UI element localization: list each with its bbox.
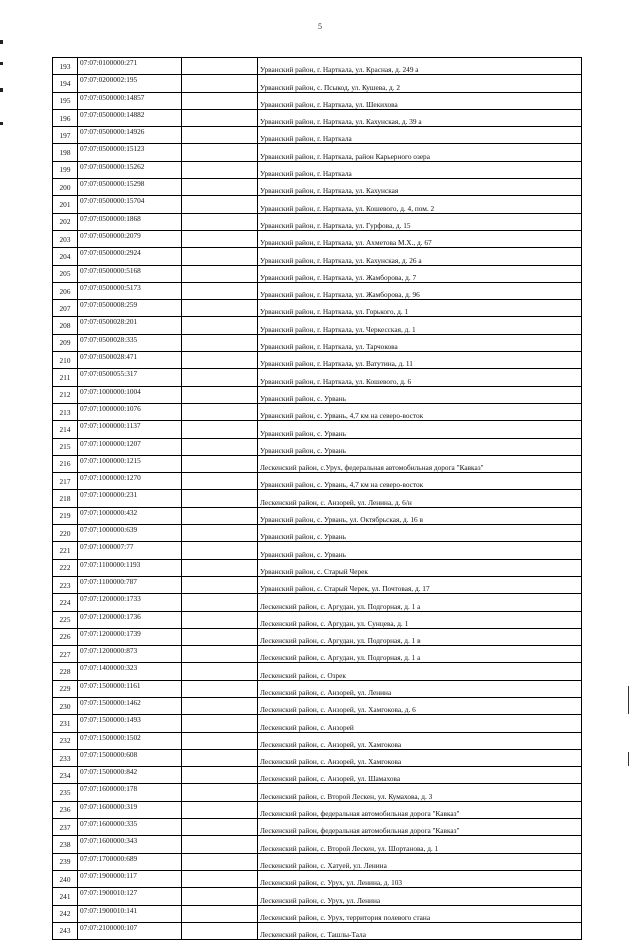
address-cell: Урванский район, с. Урвань, ул. Октябрьская, д. 16 в xyxy=(258,507,582,524)
row-number-cell: 233 xyxy=(53,749,78,766)
address-cell: Лескенский район, с. Анзорей, ул. Хамгокова, д. 6 xyxy=(258,697,582,714)
empty-cell xyxy=(182,92,258,109)
address-cell: Урванский район, с. Урвань, 4,7 км на северо-восток xyxy=(258,403,582,420)
row-number-cell: 224 xyxy=(53,594,78,611)
cadastral-number-cell: 07:07:1500000:1502 xyxy=(78,732,182,749)
address-cell: Лескенский район, с. Аргудан, ул. Подгорная, д. 1 в xyxy=(258,628,582,645)
cadastral-number-cell: 07:07:1100000:1193 xyxy=(78,559,182,576)
address-cell: Урванский район, с. Урвань xyxy=(258,542,582,559)
cadastral-number-cell: 07:07:0200002:195 xyxy=(78,75,182,92)
address-cell: Урванский район, г. Нарткала, ул. Жамборова, д. 96 xyxy=(258,282,582,299)
row-number-cell: 202 xyxy=(53,213,78,230)
row-number-cell: 226 xyxy=(53,628,78,645)
table-row xyxy=(53,836,582,853)
row-number-cell: 207 xyxy=(53,300,78,317)
row-number-cell: 234 xyxy=(53,767,78,784)
row-number-cell: 212 xyxy=(53,386,78,403)
table-row xyxy=(53,576,582,593)
empty-cell xyxy=(182,248,258,265)
row-number-cell: 240 xyxy=(53,870,78,887)
empty-cell xyxy=(182,836,258,853)
cadastral-number-cell: 07:07:0500028:335 xyxy=(78,334,182,351)
empty-cell xyxy=(182,576,258,593)
table-row xyxy=(53,352,582,369)
cadastral-number-cell: 07:07:0500028:471 xyxy=(78,352,182,369)
empty-cell xyxy=(182,611,258,628)
cadastral-number-cell: 07:07:0500000:15123 xyxy=(78,144,182,161)
address-cell: Урванский район, г. Нарткала, ул. Кахунская xyxy=(258,179,582,196)
table-row xyxy=(53,888,582,905)
table-row xyxy=(53,853,582,870)
cadastral-number-cell: 07:07:1000000:1215 xyxy=(78,455,182,472)
empty-cell xyxy=(182,663,258,680)
address-cell: Урванский район, г. Нарткала, район Карьерного озера xyxy=(258,144,582,161)
table-row xyxy=(53,161,582,178)
table-row xyxy=(53,680,582,697)
row-number-cell: 194 xyxy=(53,75,78,92)
row-number-cell: 219 xyxy=(53,507,78,524)
cadastral-number-cell: 07:07:1600000:343 xyxy=(78,836,182,853)
empty-cell xyxy=(182,749,258,766)
table-row xyxy=(53,265,582,282)
empty-cell xyxy=(182,127,258,144)
empty-cell xyxy=(182,680,258,697)
cadastral-number-cell: 07:07:1600000:335 xyxy=(78,819,182,836)
address-cell: Лескенский район, с. Анзорей, ул. Ленина xyxy=(258,680,582,697)
address-cell: Урванский район, г. Нарткала, ул. Красная, д. 249 а xyxy=(258,58,582,75)
address-cell: Лескенский район, с.Урух, федеральная автомобильная дорога "Кавказ" xyxy=(258,455,582,472)
table-row xyxy=(53,819,582,836)
address-cell: Урванский район, г. Нарткала, ул. Кошевого, д. 6 xyxy=(258,369,582,386)
address-cell: Лескенский район, с. Аргудан, ул. Подгорная, д. 1 а xyxy=(258,646,582,663)
empty-cell xyxy=(182,628,258,645)
address-cell: Лескенский район, с. Ташлы-Тала xyxy=(258,922,582,939)
table-row xyxy=(53,525,582,542)
table-row xyxy=(53,317,582,334)
table-row xyxy=(53,663,582,680)
empty-cell xyxy=(182,784,258,801)
cadastral-number-cell: 07:07:1200000:1739 xyxy=(78,628,182,645)
cadastral-number-cell: 07:07:0500000:14926 xyxy=(78,127,182,144)
address-cell: Лескенский район, с. Анзорей, ул. Хамгокова xyxy=(258,749,582,766)
table-row xyxy=(53,438,582,455)
row-number-cell: 237 xyxy=(53,819,78,836)
table-row xyxy=(53,749,582,766)
empty-cell xyxy=(182,265,258,282)
address-cell: Урванский район, г. Нарткала xyxy=(258,127,582,144)
row-number-cell: 239 xyxy=(53,853,78,870)
row-number-cell: 216 xyxy=(53,455,78,472)
empty-cell xyxy=(182,300,258,317)
table-row xyxy=(53,213,582,230)
empty-cell xyxy=(182,819,258,836)
empty-cell xyxy=(182,179,258,196)
table-row xyxy=(53,109,582,126)
empty-cell xyxy=(182,767,258,784)
cadastral-number-cell: 07:07:0500008:259 xyxy=(78,300,182,317)
cadastral-number-cell: 07:07:0500000:14882 xyxy=(78,109,182,126)
row-number-cell: 230 xyxy=(53,697,78,714)
cadastral-number-cell: 07:07:1700000:689 xyxy=(78,853,182,870)
cadastral-number-cell: 07:07:0500028:201 xyxy=(78,317,182,334)
empty-cell xyxy=(182,196,258,213)
table-row xyxy=(53,559,582,576)
row-number-cell: 223 xyxy=(53,576,78,593)
address-cell: Урванский район, г. Нарткала, ул. Ахметова М.Х., д. 67 xyxy=(258,230,582,247)
empty-cell xyxy=(182,58,258,75)
address-cell: Урванский район, с. Урвань xyxy=(258,438,582,455)
row-number-cell: 211 xyxy=(53,369,78,386)
empty-cell xyxy=(182,870,258,887)
cadastral-number-cell: 07:07:0500055:317 xyxy=(78,369,182,386)
address-cell: Урванский район, г. Нарткала, ул. Гурфова, д. 15 xyxy=(258,213,582,230)
cadastral-number-cell: 07:07:1500000:1161 xyxy=(78,680,182,697)
row-number-cell: 200 xyxy=(53,179,78,196)
empty-cell xyxy=(182,525,258,542)
row-number-cell: 193 xyxy=(53,58,78,75)
table-row xyxy=(53,92,582,109)
row-number-cell: 196 xyxy=(53,109,78,126)
row-number-cell: 242 xyxy=(53,905,78,922)
cadastral-number-cell: 07:07:1900010:141 xyxy=(78,905,182,922)
row-number-cell: 204 xyxy=(53,248,78,265)
table-row xyxy=(53,58,582,75)
address-cell: Урванский район, г. Нарткала, ул. Ватутина, д. 11 xyxy=(258,352,582,369)
address-cell: Урванский район, г. Нарткала, ул. Тарчокова xyxy=(258,334,582,351)
cadastral-number-cell: 07:07:0500000:5173 xyxy=(78,282,182,299)
empty-cell xyxy=(182,490,258,507)
row-number-cell: 217 xyxy=(53,473,78,490)
row-number-cell: 231 xyxy=(53,715,78,732)
row-number-cell: 201 xyxy=(53,196,78,213)
empty-cell xyxy=(182,109,258,126)
empty-cell xyxy=(182,144,258,161)
empty-cell xyxy=(182,455,258,472)
empty-cell xyxy=(182,352,258,369)
cadastral-number-cell: 07:07:0500000:15262 xyxy=(78,161,182,178)
table-row xyxy=(53,870,582,887)
cadastral-number-cell: 07:07:1200000:873 xyxy=(78,646,182,663)
table-row xyxy=(53,369,582,386)
table-row xyxy=(53,455,582,472)
address-cell: Урванский район, г. Нарткала, ул. Черкесская, д. 1 xyxy=(258,317,582,334)
table-row xyxy=(53,334,582,351)
row-number-cell: 214 xyxy=(53,421,78,438)
empty-cell xyxy=(182,213,258,230)
empty-cell xyxy=(182,697,258,714)
cadastral-number-cell: 07:07:1600000:178 xyxy=(78,784,182,801)
address-cell: Урванский район, г. Нарткала, ул. Кошевого, д. 4, пом. 2 xyxy=(258,196,582,213)
table-row xyxy=(53,179,582,196)
table-row xyxy=(53,300,582,317)
address-cell: Лескенский район, федеральная автомобильная дорога "Кавказ" xyxy=(258,819,582,836)
row-number-cell: 225 xyxy=(53,611,78,628)
binding-marks xyxy=(0,40,4,130)
row-number-cell: 195 xyxy=(53,92,78,109)
cadastral-number-cell: 07:07:1000000:1207 xyxy=(78,438,182,455)
row-number-cell: 206 xyxy=(53,282,78,299)
cadastral-number-cell: 07:07:0500000:15704 xyxy=(78,196,182,213)
row-number-cell: 198 xyxy=(53,144,78,161)
address-cell: Лескенский район, с. Аргудан, ул. Подгорная, д. 1 а xyxy=(258,594,582,611)
address-cell: Лескенский район, с. Аргудан, ул. Сунцева, д. 1 xyxy=(258,611,582,628)
table-row xyxy=(53,697,582,714)
table-row xyxy=(53,127,582,144)
empty-cell xyxy=(182,386,258,403)
registry-table-body xyxy=(53,58,582,940)
address-cell: Лескенский район, с. Анзорей, ул. Хамгокова xyxy=(258,732,582,749)
row-number-cell: 215 xyxy=(53,438,78,455)
cadastral-number-cell: 07:07:1000000:1137 xyxy=(78,421,182,438)
cadastral-number-cell: 07:07:0500000:14857 xyxy=(78,92,182,109)
row-number-cell: 235 xyxy=(53,784,78,801)
address-cell: Урванский район, с. Урвань xyxy=(258,421,582,438)
cadastral-number-cell: 07:07:1500000:1493 xyxy=(78,715,182,732)
empty-cell xyxy=(182,715,258,732)
row-number-cell: 229 xyxy=(53,680,78,697)
row-number-cell: 243 xyxy=(53,922,78,939)
cadastral-number-cell: 07:07:1000000:639 xyxy=(78,525,182,542)
table-row xyxy=(53,490,582,507)
empty-cell xyxy=(182,559,258,576)
table-row xyxy=(53,421,582,438)
table-row xyxy=(53,784,582,801)
address-cell: Урванский район, г. Нарткала xyxy=(258,161,582,178)
empty-cell xyxy=(182,594,258,611)
table-row xyxy=(53,473,582,490)
row-number-cell: 218 xyxy=(53,490,78,507)
row-number-cell: 213 xyxy=(53,403,78,420)
address-cell: Урванский район, с. Урвань, 4,7 км на северо-восток xyxy=(258,473,582,490)
address-cell: Лескенский район, с. Урух, территория полевого стана xyxy=(258,905,582,922)
row-number-cell: 210 xyxy=(53,352,78,369)
row-number-cell: 203 xyxy=(53,230,78,247)
empty-cell xyxy=(182,230,258,247)
address-cell: Урванский район, г. Нарткала, ул. Горького, д. 1 xyxy=(258,300,582,317)
cadastral-number-cell: 07:07:1500000:842 xyxy=(78,767,182,784)
address-cell: Лескенский район, с. Хатуей, ул. Ленина xyxy=(258,853,582,870)
address-cell: Лескенский район, с. Второй Лескен, ул. Кумахова, д. 3 xyxy=(258,784,582,801)
address-cell: Урванский район, г. Нарткала, ул. Кахунская, д. 39 а xyxy=(258,109,582,126)
cadastral-number-cell: 07:07:1000000:1004 xyxy=(78,386,182,403)
empty-cell xyxy=(182,317,258,334)
row-number-cell: 209 xyxy=(53,334,78,351)
empty-cell xyxy=(182,75,258,92)
table-row xyxy=(53,715,582,732)
table-row xyxy=(53,905,582,922)
table-row xyxy=(53,230,582,247)
registry-table xyxy=(52,57,582,940)
row-number-cell: 236 xyxy=(53,801,78,818)
address-cell: Лескенский район, с. Урух, ул. Ленина xyxy=(258,888,582,905)
address-cell: Урванский район, г. Нарткала, ул. Кахунская, д. 26 а xyxy=(258,248,582,265)
table-row xyxy=(53,75,582,92)
address-cell: Урванский район, с. Старый Черек, ул. Почтовая, д. 17 xyxy=(258,576,582,593)
address-cell: Лескенский район, федеральная автомобильная дорога "Кавказ" xyxy=(258,801,582,818)
empty-cell xyxy=(182,853,258,870)
table-row xyxy=(53,403,582,420)
row-number-cell: 220 xyxy=(53,525,78,542)
row-number-cell: 228 xyxy=(53,663,78,680)
empty-cell xyxy=(182,438,258,455)
cadastral-number-cell: 07:07:1400000:323 xyxy=(78,663,182,680)
empty-cell xyxy=(182,542,258,559)
cadastral-number-cell: 07:07:0500000:5168 xyxy=(78,265,182,282)
page-number: 5 xyxy=(318,22,322,31)
cadastral-number-cell: 07:07:1200000:1733 xyxy=(78,594,182,611)
row-number-cell: 205 xyxy=(53,265,78,282)
table-row xyxy=(53,611,582,628)
cadastral-number-cell: 07:07:0100000:271 xyxy=(78,58,182,75)
empty-cell xyxy=(182,646,258,663)
table-row xyxy=(53,801,582,818)
address-cell: Лескенский район, с. Урух, ул. Ленина, д. 103 xyxy=(258,870,582,887)
cadastral-number-cell: 07:07:1000000:231 xyxy=(78,490,182,507)
cadastral-number-cell: 07:07:1000000:432 xyxy=(78,507,182,524)
row-number-cell: 197 xyxy=(53,127,78,144)
table-row xyxy=(53,732,582,749)
table-row xyxy=(53,628,582,645)
table-row xyxy=(53,542,582,559)
cadastral-number-cell: 07:07:1000000:1076 xyxy=(78,403,182,420)
table-row xyxy=(53,507,582,524)
address-cell: Лескенский район, с. Второй Лескен, ул. Шортанова, д. 1 xyxy=(258,836,582,853)
table-row xyxy=(53,282,582,299)
table-row xyxy=(53,594,582,611)
cadastral-number-cell: 07:07:1500000:608 xyxy=(78,749,182,766)
address-cell: Урванский район, с. Урвань xyxy=(258,386,582,403)
address-cell: Урванский район, г. Нарткала, ул. Шекихова xyxy=(258,92,582,109)
row-number-cell: 241 xyxy=(53,888,78,905)
table-row xyxy=(53,196,582,213)
row-number-cell: 208 xyxy=(53,317,78,334)
address-cell: Лескенский район, с. Анзорей, ул. Шамахова xyxy=(258,767,582,784)
cadastral-number-cell: 07:07:0500000:2079 xyxy=(78,230,182,247)
table-row xyxy=(53,646,582,663)
row-number-cell: 199 xyxy=(53,161,78,178)
row-number-cell: 232 xyxy=(53,732,78,749)
address-cell: Урванский район, с. Старый Черек xyxy=(258,559,582,576)
row-number-cell: 222 xyxy=(53,559,78,576)
empty-cell xyxy=(182,922,258,939)
cadastral-number-cell: 07:07:1900000:117 xyxy=(78,870,182,887)
cadastral-number-cell: 07:07:1100000:787 xyxy=(78,576,182,593)
empty-cell xyxy=(182,334,258,351)
empty-cell xyxy=(182,369,258,386)
address-cell: Урванский район, с. Псыкод, ул. Кушева, д. 2 xyxy=(258,75,582,92)
cadastral-number-cell: 07:07:1500000:1462 xyxy=(78,697,182,714)
row-number-cell: 227 xyxy=(53,646,78,663)
empty-cell xyxy=(182,507,258,524)
cadastral-number-cell: 07:07:0500000:2924 xyxy=(78,248,182,265)
table-row xyxy=(53,767,582,784)
address-cell: Лескенский район, с. Озрек xyxy=(258,663,582,680)
empty-cell xyxy=(182,801,258,818)
table-row xyxy=(53,922,582,939)
empty-cell xyxy=(182,403,258,420)
table-row xyxy=(53,248,582,265)
cadastral-number-cell: 07:07:1200000:1736 xyxy=(78,611,182,628)
cadastral-number-cell: 07:07:1900010:127 xyxy=(78,888,182,905)
empty-cell xyxy=(182,905,258,922)
address-cell: Урванский район, г. Нарткала, ул. Жамборова, д. 7 xyxy=(258,265,582,282)
empty-cell xyxy=(182,421,258,438)
cadastral-number-cell: 07:07:2100000:107 xyxy=(78,922,182,939)
cadastral-number-cell: 07:07:0500000:1868 xyxy=(78,213,182,230)
cadastral-number-cell: 07:07:1600000:319 xyxy=(78,801,182,818)
address-cell: Лескенский район, с. Анзорей, ул. Ленина, д. 6/н xyxy=(258,490,582,507)
table-row xyxy=(53,144,582,161)
row-number-cell: 221 xyxy=(53,542,78,559)
empty-cell xyxy=(182,161,258,178)
cadastral-number-cell: 07:07:1000000:1270 xyxy=(78,473,182,490)
cadastral-number-cell: 07:07:0500000:15298 xyxy=(78,179,182,196)
empty-cell xyxy=(182,732,258,749)
cadastral-number-cell: 07:07:1000007:77 xyxy=(78,542,182,559)
margin-mark xyxy=(628,752,629,766)
address-cell: Лескенский район, с. Анзорей xyxy=(258,715,582,732)
empty-cell xyxy=(182,282,258,299)
empty-cell xyxy=(182,473,258,490)
address-cell: Урванский район, с. Урвань xyxy=(258,525,582,542)
table-row xyxy=(53,386,582,403)
margin-mark xyxy=(628,686,629,714)
row-number-cell: 238 xyxy=(53,836,78,853)
empty-cell xyxy=(182,888,258,905)
